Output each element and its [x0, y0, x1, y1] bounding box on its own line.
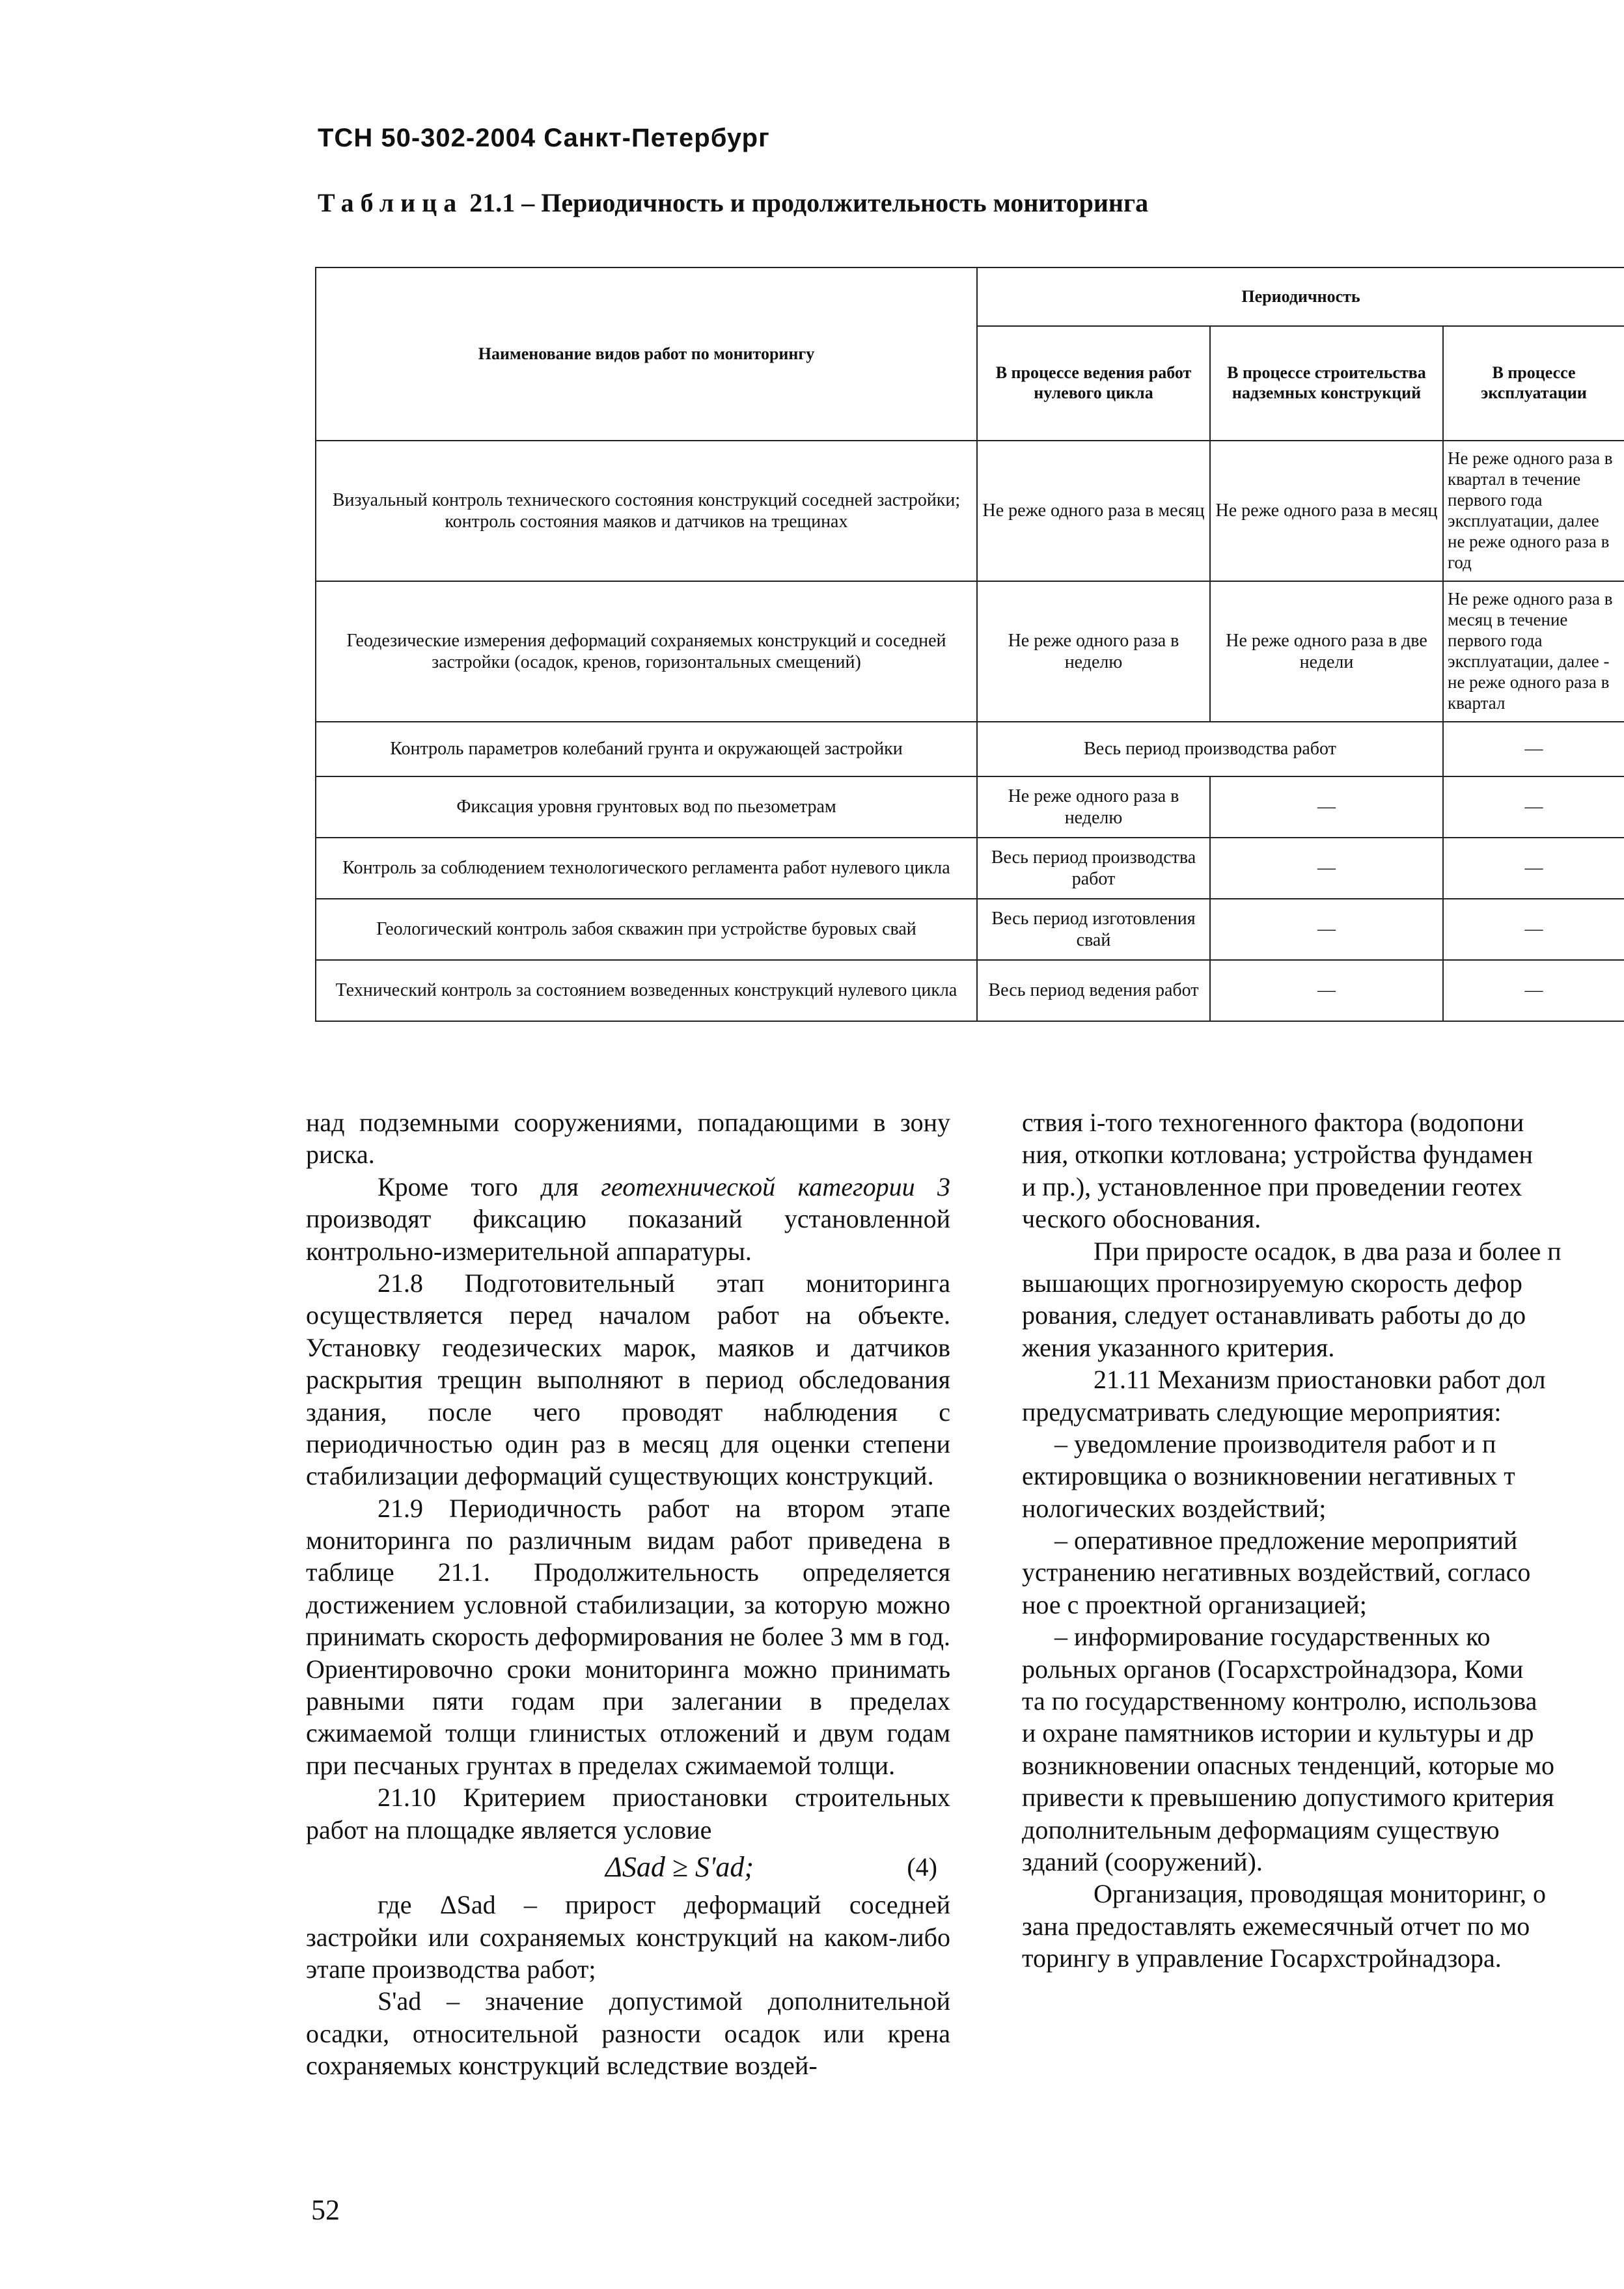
row-work: Визуальный контроль технического состояния конструкций соседней застройки; контроль состояния маяков и датчиков на трещинах [316, 441, 977, 581]
row-construction: — [1210, 776, 1443, 838]
row-zero-cycle: Весь период ведения работ [977, 960, 1210, 1021]
text-line: При приросте осадок, в два раза и более п [1094, 1236, 1562, 1266]
table-header-row [316, 267, 1624, 326]
paragraph: над подземными сооружениями, попадающими в зону риска. [306, 1108, 950, 1170]
text-line: устранению негативных воздействий, согласо [1022, 1557, 1531, 1587]
paragraph-21-10: 21.10 Критерием приостановки строительных работ на площадке является условие [306, 1783, 950, 1844]
table-caption-prefix: Таблица [318, 188, 463, 217]
row-work: Технический контроль за состоянием возведенных конструкций нулевого цикла [316, 960, 977, 1021]
text-line: торингу в управление Госархстройнадзора. [1022, 1943, 1502, 1973]
table-row [316, 776, 1624, 838]
row-operation: — [1443, 899, 1624, 960]
table-row [316, 899, 1624, 960]
row-zero-cycle: Не реже одного раза в месяц [977, 441, 1210, 581]
text-line: – информирование государственных ко [1054, 1622, 1491, 1652]
row-work: Фиксация уровня грунтовых вод по пьезометрам [316, 776, 977, 838]
paragraph: S'ad – значение допустимой дополнительной осадки, относительной разности осадок или крена сохраняемых конструкций вследствие воздей- [306, 1986, 950, 2081]
row-work: Контроль параметров колебаний грунта и окружающей застройки [316, 722, 977, 776]
text-line: вышающих прогнозируемую скорость дефор [1022, 1268, 1522, 1298]
subcol-operation: В процессе эксплуатации [1443, 326, 1624, 441]
table-caption [318, 187, 1148, 218]
text-line: привести к превышению допустимого критерия [1022, 1783, 1554, 1813]
table-row [316, 441, 1624, 581]
row-operation: — [1443, 776, 1624, 838]
text-line: нологических воздействий; [1022, 1493, 1327, 1523]
row-work: Геодезические измерения деформаций сохраняемых конструкций и соседней застройки (осадок, кренов, горизонтальных смещений) [316, 581, 977, 722]
right-text-column [1022, 1106, 1624, 1975]
table-caption-text: 21.1 – Периодичность и продолжительность мониторинга [469, 188, 1149, 217]
text-line: предусматривать следующие мероприятия: [1022, 1397, 1502, 1427]
row-zero-cycle: Весь период производства работ [977, 838, 1210, 899]
text-line: рольных органов (Госархстройнадзора, Коми [1022, 1654, 1524, 1684]
paragraph: где ΔSad – прирост деформаций соседней застройки или сохраняемых конструкций на каком-либо этапе производства работ; [306, 1890, 950, 1984]
paragraph [306, 1171, 950, 1267]
row-construction: — [1210, 838, 1443, 899]
document-header: ТСН 50-302-2004 Санкт-Петербург [318, 124, 770, 152]
text-line: жения указанного критерия. [1022, 1332, 1335, 1362]
formula-number: (4) [907, 1852, 937, 1882]
monitoring-table [315, 267, 1624, 1022]
text-line: ектировщика о возникновении негативных т [1022, 1461, 1515, 1491]
row-zero-cycle: Не реже одного раза в неделю [977, 776, 1210, 838]
row-merged-period: Весь период производства работ [977, 722, 1443, 776]
row-work: Геологический контроль забоя скважин при устройстве буровых свай [316, 899, 977, 960]
text-line: дополнительным деформациям существую [1022, 1815, 1500, 1844]
paragraph-21-9: 21.9 Периодичность работ на втором этапе мониторинга по различным видам работ приведена в таблице 21.1. Продолжительность определяется достижением условной стабилизации, за которую можно принимать скорость деформирования не более 3 мм в год. Ориентировочно сроки мониторинга можно принимать равными пяти годам при залегании в пределах сжимаемой толщи глинистых отложений и двум годам при песчаных грунтах в пределах сжимаемой толщи. [306, 1493, 950, 1780]
text-line: зданий (сооружений). [1022, 1846, 1263, 1876]
text-line: – уведомление производителя работ и п [1054, 1429, 1496, 1459]
row-work: Контроль за соблюдением технологического регламента работ нулевого цикла [316, 838, 977, 899]
row-zero-cycle: Весь период изготовления свай [977, 899, 1210, 960]
text-line: зана предоставлять ежемесячный отчет по мо [1022, 1911, 1530, 1941]
row-operation: — [1443, 960, 1624, 1021]
text-line: возникновении опасных тенденций, которые мо [1022, 1750, 1555, 1780]
paragraph-text: Кроме того для [378, 1172, 601, 1201]
formula-expression: ΔSad ≥ S'ad; [605, 1850, 754, 1883]
row-operation: Не реже одного раза в квартал в течение первого года эксплуатации, далее не реже одного раза в год [1443, 441, 1624, 581]
row-construction: Не реже одного раза в две недели [1210, 581, 1443, 722]
page-number: 52 [311, 2194, 340, 2226]
paragraph-emphasis: геотехнической категории 3 [601, 1172, 950, 1201]
text-line: рования, следует останавливать работы до до [1022, 1300, 1526, 1330]
text-line: та по государственному контролю, использова [1022, 1686, 1537, 1716]
row-construction: Не реже одного раза в месяц [1210, 441, 1443, 581]
text-line: ное с проектной организацией; [1022, 1589, 1367, 1619]
row-construction: — [1210, 899, 1443, 960]
table-row [316, 581, 1624, 722]
text-line: и пр.), установленное при проведении геотех [1022, 1172, 1522, 1201]
paragraph-21-8: 21.8 Подготовительный этап мониторинга осуществляется перед началом работ на объекте. Установку геодезических марок, маяков и датчиков раскрытия трещин выполняют в период обследования здания, после чего проводят наблюдения с периодичностью один раз в месяц для оценки степени стабилизации деформаций существующих конструкций. [306, 1268, 950, 1491]
text-line: и охране памятников истории и культуры и др [1022, 1718, 1534, 1748]
subcol-zero-cycle: В процессе ведения работ нулевого цикла [977, 326, 1210, 441]
text-line: ствия i-того техногенного фактора (водопони [1022, 1108, 1524, 1137]
table-row [316, 838, 1624, 899]
text-line: – оперативное предложение мероприятий [1054, 1526, 1518, 1556]
col-work-header: Наименование видов работ по мониторингу [316, 267, 977, 441]
text-line: ния, откопки котлована; устройства фундамен [1022, 1140, 1533, 1170]
text-line: ческого обоснования. [1022, 1204, 1261, 1234]
left-text-column [306, 1106, 950, 2082]
table-row [316, 960, 1624, 1021]
subcol-construction: В процессе строительства надземных конструкций [1210, 326, 1443, 441]
paragraph-text: производят фиксацию показаний установленной контрольно-измерительной аппаратуры. [306, 1204, 950, 1266]
formula [306, 1846, 950, 1889]
col-periodicity-header: Периодичность [977, 267, 1624, 326]
text-line: 21.11 Механизм приостановки работ дол [1094, 1365, 1546, 1395]
row-zero-cycle: Не реже одного раза в неделю [977, 581, 1210, 722]
row-operation: — [1443, 722, 1624, 776]
row-construction: — [1210, 960, 1443, 1021]
text-line: Организация, проводящая мониторинг, о [1094, 1879, 1546, 1909]
row-operation: Не реже одного раза в месяц в течение первого года эксплуатации, далее - не реже одного раза в квартал [1443, 581, 1624, 722]
table-row [316, 722, 1624, 776]
row-operation: — [1443, 838, 1624, 899]
